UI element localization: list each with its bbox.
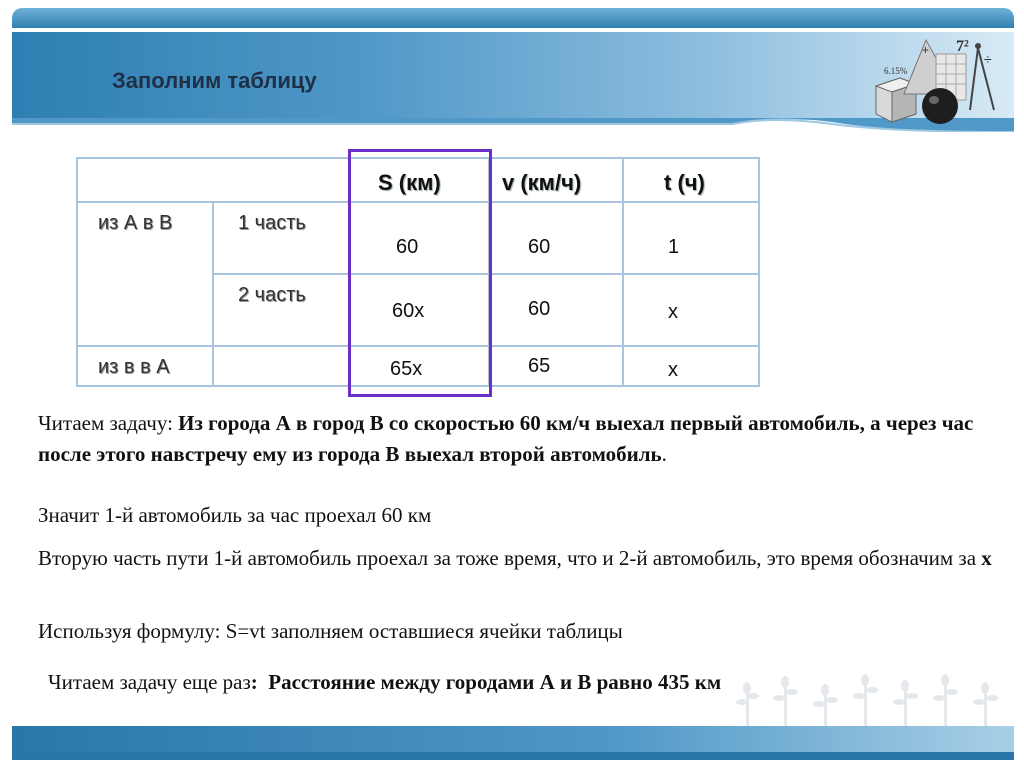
problem-statement: Из города А в город В со скоростью 60 км/ч выехал первый автомобиль, а через час после этого навстречу ему из города В выехал второй автомобиль — [38, 411, 974, 466]
table-border — [76, 157, 78, 387]
table-border — [758, 157, 760, 387]
cell-s-part2: 60х — [392, 300, 425, 322]
cell-v-part1: 60 — [528, 236, 551, 258]
header-speed: v (км/ч) — [502, 170, 582, 195]
header-time: t (ч) — [664, 170, 705, 195]
problem-period: . — [661, 442, 667, 466]
cell-t-part2: х — [668, 301, 678, 323]
slide-title: Заполним таблицу — [112, 68, 317, 93]
header-top-strip — [12, 8, 1014, 28]
header-distance: S (км) — [378, 170, 441, 195]
row-group-a-to-b: из А в В — [98, 212, 173, 234]
second-part-paragraph — [38, 543, 998, 574]
cell-s-return: 65х — [390, 358, 423, 380]
cell-s-part1: 60 — [396, 236, 419, 258]
cell-t-part1: 1 — [668, 236, 680, 258]
highlight-distance-column — [348, 149, 492, 397]
distance-statement: Расстояние между городами А и В равно 435 км — [268, 670, 722, 694]
cell-v-part2: 60 — [528, 298, 551, 320]
logo-number: 7² — [956, 38, 969, 55]
header-wave — [12, 118, 1014, 132]
problem-paragraph — [38, 408, 998, 470]
cell-v-return: 65 — [528, 355, 551, 377]
reread-label: Читаем задачу еще раз — [48, 670, 251, 694]
second-part-text: Вторую часть пути 1-й автомобиль проехал за тоже время, что и 2-й автомобиль, это время обозначим за — [38, 546, 982, 570]
variable-x: х — [981, 546, 992, 570]
svg-text:+: + — [922, 43, 930, 57]
svg-text:÷: ÷ — [984, 51, 992, 67]
table-border — [622, 157, 624, 387]
read-intro: Читаем задачу: — [38, 411, 179, 435]
row-part-1: 1 часть — [238, 212, 306, 234]
slide-footer — [12, 726, 1014, 752]
geometry-logo — [866, 34, 1012, 128]
slide-footer-band — [12, 752, 1014, 760]
formula-paragraph: Используя формулу: S=vt заполняем оставшиеся ячейки таблицы — [38, 619, 623, 643]
distance-first-hour: Значит 1-й автомобиль за час проехал 60 км — [38, 503, 432, 527]
cell-t-return: х — [668, 359, 678, 381]
row-group-b-to-a: из в в А — [98, 356, 170, 378]
decorative-plants — [736, 674, 1006, 730]
logo-percent: 6.15% — [884, 66, 908, 76]
row-part-2: 2 часть — [238, 284, 306, 306]
table-border — [212, 201, 214, 387]
reread-colon: : — [250, 670, 258, 694]
